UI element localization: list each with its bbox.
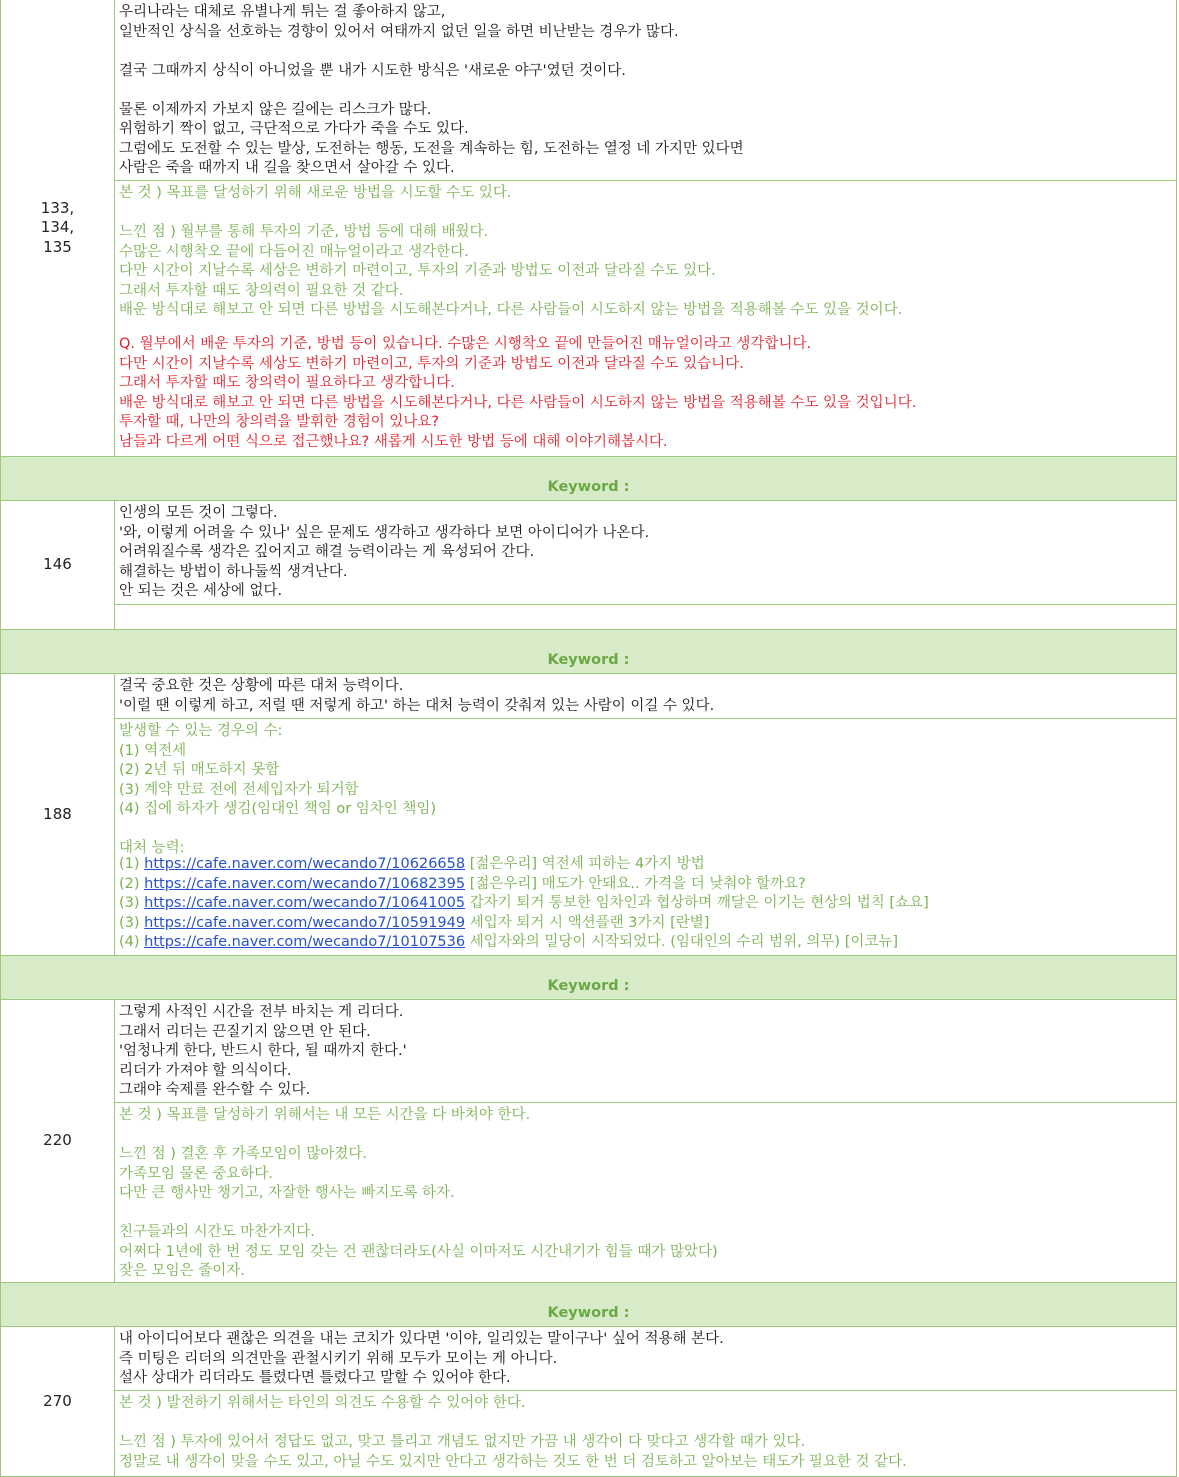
link-title: 세입자와의 밀당이 시작되었다. (임대인의 수리 범위, 의무) [이코뉴] [465,934,899,950]
keyword-row [0,629,1177,674]
reflection-text: 본 것 ) 목표를 달성하기 위해서는 내 모든 시간을 다 바쳐야 한다. 느낀 점 ) 결혼 후 가족모임이 많아졌다. 가족모임 물론 중요하다. 다만 큰 행사만 챙기고, 자잘한 행사는 빠지도록 하자. 친구들과의 시간도 마찬가지다. 어쩌다 1년에 한 번 정도 모임 갖는 건 괜찮더라도(사실 이마저도 시간내기가 힘들 때가 많았다) 잦은 모임은 줄이자. [119,1107,718,1279]
page-number-cell: 220 [1,1000,115,1282]
link-list [115,855,1176,955]
table-row [0,1327,1177,1477]
keyword-label: Keyword : [547,652,630,668]
table-row [0,0,1177,456]
page-number-cell: 146 [1,501,115,629]
keyword-row [0,955,1177,1000]
cafe-link[interactable]: https://cafe.naver.com/wecando7/10641005 [144,895,466,911]
quote-text: 우리나라는 대체로 유별나게 튀는 걸 좋아하지 않고, 일반적인 상식을 선호하는 경향이 있어서 여태까지 없던 일을 하면 비난받는 경우가 많다. 결국 그때까지 상식이 아니었을 뿐 내가 시도한 방식은 '새로운 야구'였던 것이다. 물론 이제까지 가보지 않은 길에는 리스크가 많다. 위험하기 짝이 없고, 극단적으로 가다가 죽을 수도 있다. 그럼에도 도전할 수 있는 발상, 도전하는 행동, 도전을 계속하는 힘, 도전하는 열정 네 가지만 있다면 사람은 죽을 때까지 내 길을 찾으면서 살아갈 수 있다. [119,4,744,176]
keyword-row [0,1282,1177,1327]
page-number-cell: 270 [1,1327,115,1476]
cafe-link[interactable]: https://cafe.naver.com/wecando7/10591949 [144,914,466,931]
link-prefix: (3) [119,914,145,931]
keyword-label: Keyword : [547,479,630,495]
cafe-link[interactable]: https://cafe.naver.com/wecando7/10626658 [144,856,466,872]
link-prefix: (3) [119,895,145,911]
keyword-label: Keyword : [547,1305,630,1321]
link-title: [젊은우리] 역전세 피하는 4가지 방법 [465,856,705,872]
cafe-link[interactable]: https://cafe.naver.com/wecando7/10682395 [144,875,466,892]
link-prefix: (2) [119,875,145,892]
table-row [0,501,1177,629]
page-number-cell: 188 [1,674,115,955]
link-title: 세입자 퇴거 시 액션플랜 3가지 [란별] [465,914,710,931]
cafe-link[interactable]: https://cafe.naver.com/wecando7/10107536 [144,934,466,950]
keyword-row [0,456,1177,501]
quote-text: 내 아이디어보다 괜찮은 의견을 내는 코치가 있다면 '이야, 일리있는 말이구나' 싶어 적용해 본다. 즉 미팅은 리더의 의견만을 관철시키기 위해 모두가 모이는 게 아니다. 설사 상대가 리더라도 틀렸다면 틀렸다고 말할 수 있어야 한다. [119,1331,724,1386]
reflection-text: 본 것 ) 발전하기 위해서는 타인의 의견도 수용할 수 있어야 한다. 느낀 점 ) 투자에 있어서 정답도 없고, 맞고 틀리고 개념도 없지만 가끔 내 생각이 다 맞다고 생각할 때가 있다. 정말로 내 생각이 맞을 수도 있고, 아닐 수도 있지만 안다고 생각하는 것도 한 번 더 검토하고 알아보는 태도가 필요한 것 같다. [119,1395,907,1470]
keyword-label: Keyword : [547,978,630,994]
link-line [119,855,1172,875]
link-line [119,914,1172,934]
reflection-text: 발생할 수 있는 경우의 수: (1) 역전세 (2) 2년 뒤 매도하지 못함 (3) 계약 만료 전에 전세입자가 퇴거함 (4) 집에 하자가 생김(임대인 책임 or 임차인 책임) 대처 능력: [119,723,437,856]
question-text: Q. 월부에서 배운 투자의 기준, 방법 등이 있습니다. 수많은 시행착오 끝에 만들어진 매뉴얼이라고 생각합니다. 다만 시간이 지날수록 세상도 변하기 마련이고, 투자의 기준과 방법도 이전과 달라질 수도 있습니다. 그래서 투자할 때도 창의력이 필요하다고 생각합니다. 배운 방식대로 해보고 안 되면 다른 방법을 시도해본다거나, 다른 사람들이 시도하지 않는 방법을 적용해볼 수도 있을 것입니다. 투자할 때, 나만의 창의력을 발휘한 경험이 있나요? 남들과 다르게 어떤 식으로 접근했나요? 새롭게 시도한 방법 등에 대해 이야기해봅시다. [119,336,917,450]
divider [115,604,1176,605]
link-prefix: (1) [119,856,145,872]
table-row [0,1000,1177,1282]
link-title: 갑자기 퇴거 통보한 임차인과 협상하며 깨달은 이기는 현상의 법칙 [쇼요] [465,895,929,911]
link-line [119,894,1172,914]
reflection-text: 본 것 ) 목표를 달성하기 위해 새로운 방법을 시도할 수도 있다. 느낀 점 ) 월부를 통해 투자의 기준, 방법 등에 대해 배웠다. 수많은 시행착오 끝에 다듬어진 매뉴얼이라고 생각한다. 다만 시간이 지날수록 세상은 변하기 마련이고, 투자의 기준과 방법도 이전과 달라질 수도 있다. 그래서 투자할 때도 창의력이 필요한 것 같다. 배운 방식대로 해보고 안 되면 다른 방법을 시도해본다거나, 다른 사람들이 시도하지 않는 방법을 적용해볼 수도 있을 것이다. [119,185,903,318]
link-line [119,933,1172,953]
link-prefix: (4) [119,934,145,950]
link-title: [젊은우리] 매도가 안돼요.. 가격을 더 낮춰야 할까요? [465,875,806,892]
quote-text: 인생의 모든 것이 그렇다. '와, 이렇게 어려울 수 있나' 싶은 문제도 생각하고 생각하다 보면 아이디어가 나온다. 어려워질수록 생각은 깊어지고 해결 능력이라는 게 육성되어 간다. 해결하는 방법이 하나둘씩 생겨난다. 안 되는 것은 세상에 없다. [119,505,650,599]
page-number-cell: 133, 134, 135 [1,0,115,456]
link-line [119,875,1172,895]
quote-text: 결국 중요한 것은 상황에 따른 대처 능력이다. '이럴 땐 이렇게 하고, 저럴 땐 저렇게 하고' 하는 대처 능력이 갖춰져 있는 사람이 이길 수 있다. [119,678,715,714]
table-row [0,674,1177,955]
quote-text: 그렇게 사적인 시간을 전부 바치는 게 리더다. 그래서 리더는 끈질기지 않으면 안 된다. '엄청나게 한다, 반드시 한다, 될 때까지 한다.' 리더가 가져야 할 의식이다. 그래야 숙제를 완수할 수 있다. [119,1004,407,1098]
